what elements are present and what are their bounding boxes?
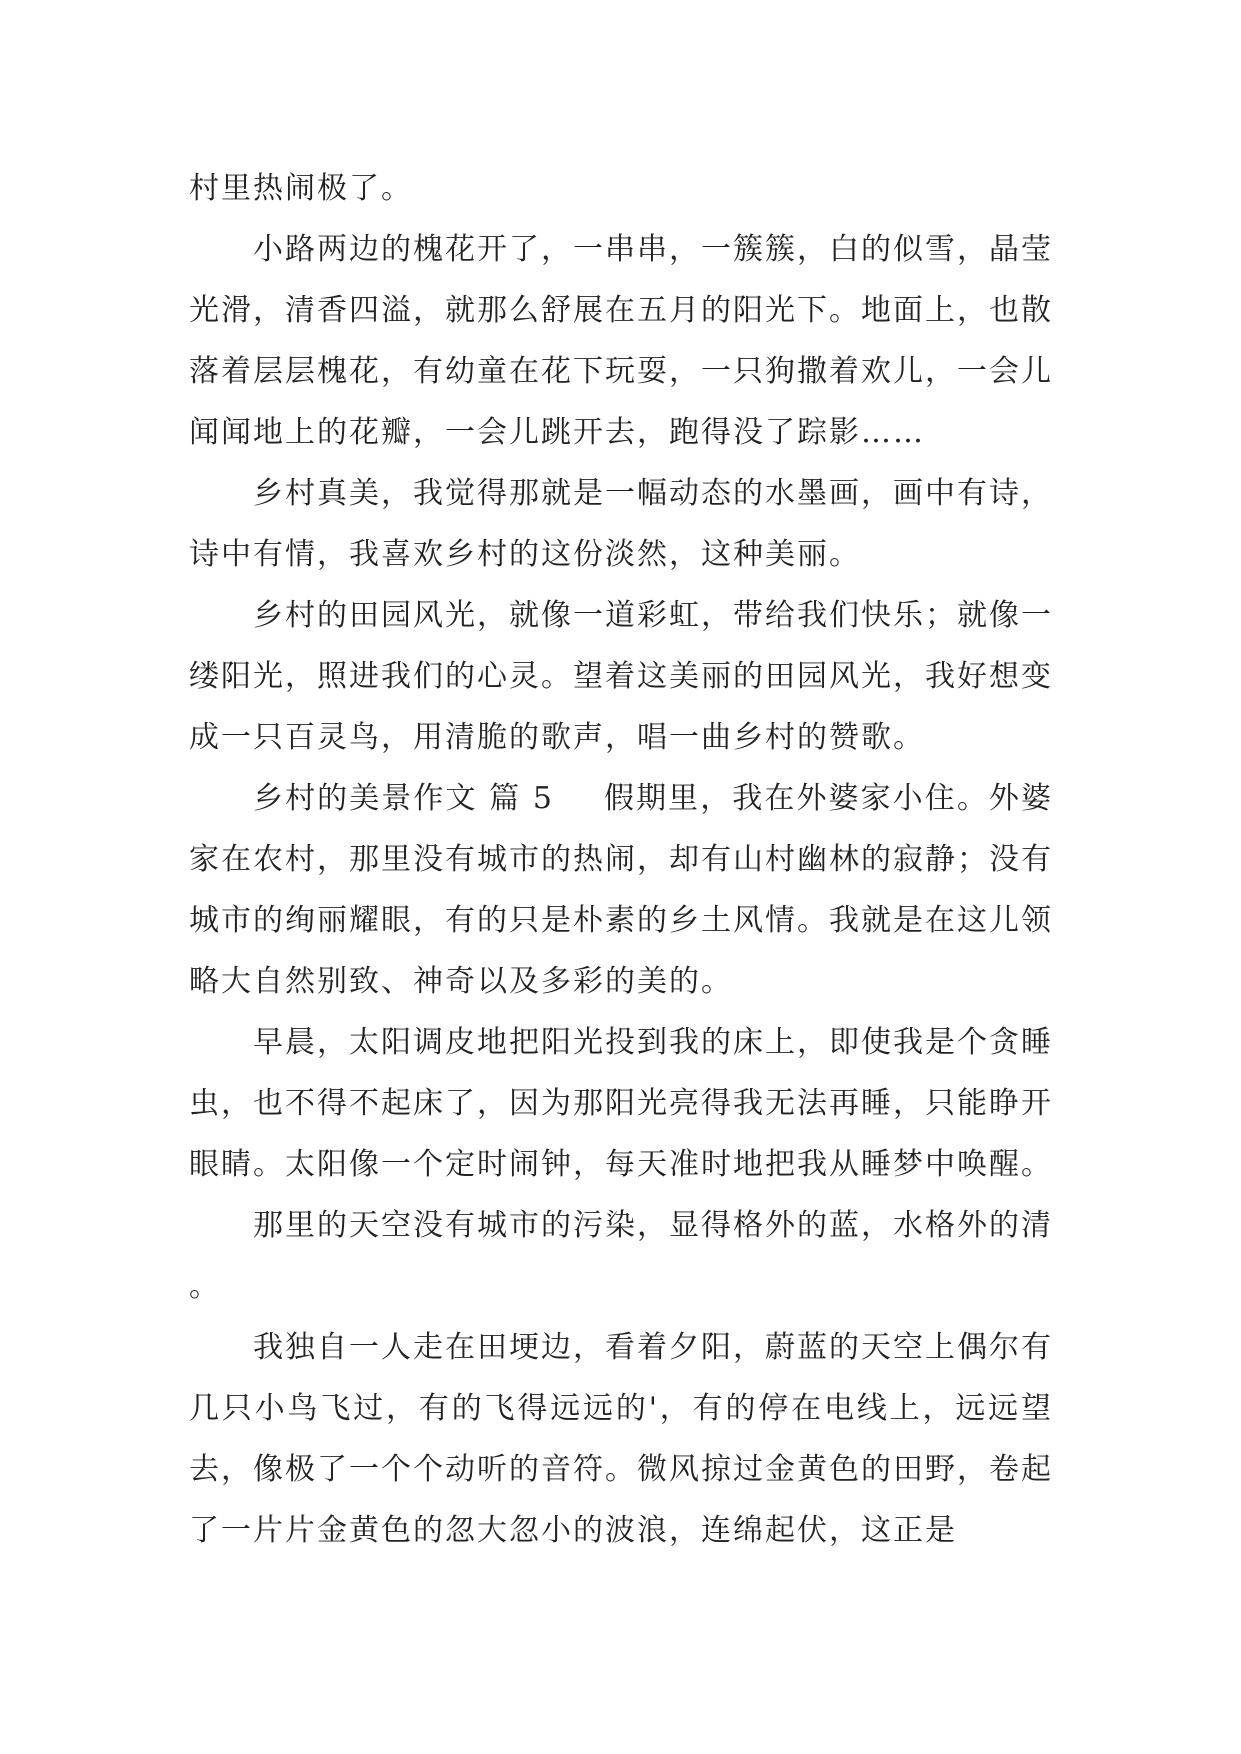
paragraph: 乡村的田园风光，就像一道彩虹，带给我们快乐；就像一缕阳光，照进我们的心灵。望着这美丽的田园风光，我好想变成一只百灵鸟，用清脆的歌声，唱一曲乡村的赞歌。 (189, 598, 1053, 755)
document-body (189, 158, 1053, 1561)
paragraph: 早晨，太阳调皮地把阳光投到我的床上，即使我是个贪睡虫，也不得不起床了，因为那阳光亮得我无法再睡，只能睁开眼睛。太阳像一个定时闹钟，每天准时地把我从睡梦中唤醒。 (189, 1025, 1053, 1182)
section-heading: 乡村的美景作文 篇 5 (253, 781, 554, 816)
paragraph: 村里热闹极了。 (189, 171, 413, 206)
paragraph: 乡村真美，我觉得那就是一幅动态的水墨画，画中有诗，诗中有情，我喜欢乡村的这份淡然，这种美丽。 (189, 476, 1053, 572)
paragraph-text: 假期里，我在外婆家小住。外婆家在农村，那里没有城市的热闹，却有山村幽林的寂静；没有城市的绚丽耀眼，有的只是朴素的乡土风情。我就是在这儿领略大自然别致、神奇以及多彩的美的。 (189, 781, 1053, 999)
paragraph: 我独自一人走在田埂边，看着夕阳，蔚蓝的天空上偶尔有几只小鸟飞过，有的飞得远远的'，有的停在电线上，远远望去，像极了一个个动听的音符。微风掠过金黄色的田野，卷起了一片片金黄色的忽大忽小的波浪，连绵起伏，这正是 (189, 1330, 1053, 1548)
paragraph: 那里的天空没有城市的污染，显得格外的蓝，水格外的清。 (189, 1208, 1053, 1304)
paragraph: 小路两边的槐花开了，一串串，一簇簇，白的似雪，晶莹光滑，清香四溢，就那么舒展在五月的阳光下。地面上，也散落着层层槐花，有幼童在花下玩耍，一只狗撒着欢儿，一会儿闻闻地上的花瓣，一会儿跳开去，跑得没了踪影…… (189, 232, 1053, 450)
paragraph-with-heading (189, 768, 1053, 1012)
